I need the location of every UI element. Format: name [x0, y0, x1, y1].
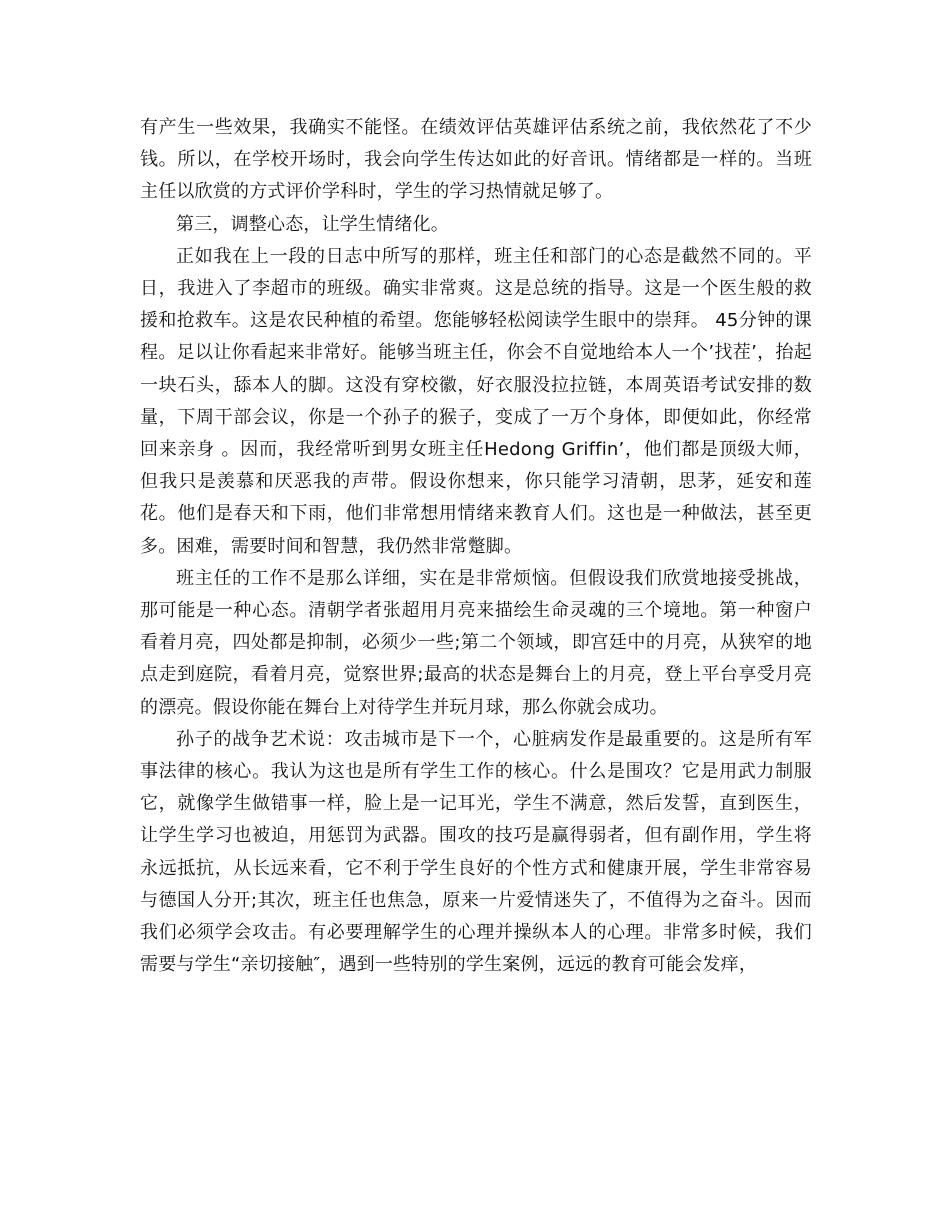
- paragraph-2-heading: 第三，调整心态，让学生情绪化。: [176, 213, 449, 235]
- document-page: [140, 112, 812, 981]
- paragraph-4: 班主任的工作不是那么详细，实在是非常烦恼。但假设我们欣赏地接受挑战，那可能是一种心态。清朝学者张超用月亮来描绘生命灵魂的三个境地。第一种窗户看着月亮，四处都是抑制，必须少一些;第二个领域，即宫廷中的月亮，从狭窄的地点走到庭院，看着月亮，觉察世界;最高的状态是舞台上的月亮，登上平台享受月亮的漂亮。假设你能在舞台上对待学生并玩月球，那么你就会成功。: [140, 567, 812, 718]
- paragraph-3: 正如我在上一段的日志中所写的那样，班主任和部门的心态是截然不同的。平日，我进入了李超市的班级。确实非常爽。这是总统的指导。这是一个医生般的救援和抢救车。这是农民种植的希望。您能够轻松阅读学生眼中的崇拜。 45分钟的课程。足以让你看起来非常好。能够当班主任，你会不自觉地给本人一个’找茬’，抬起一块石头，舔本人的脚。这没有穿校徽，好衣服没拉拉链，本周英语考试安排的数量，下周干部会议，你是一个孙子的猴子，变成了一万个身体，即便如此，你经常回来亲身 。因而，我经常听到男女班主任Hedong Griffin’，他们都是顶级大师，但我只是羡慕和厌恶我的声带。假设你想来，你只能学习清朝，思茅，延安和莲花。他们是春天和下雨，他们非常想用情绪来教育人们。这也是一种做法，甚至更多。困难，需要时间和智慧，我仍然非常蹩脚。: [140, 245, 812, 557]
- paragraph-5: 孙子的战争艺术说：攻击城市是下一个，心脏病发作是最重要的。这是所有军事法律的核心。我认为这也是所有学生工作的核心。什么是围攻？它是用武力制服它，就像学生做错事一样，脸上是一记耳光，学生不满意，然后发誓，直到医生，让学生学习也被迫，用惩罚为武器。围攻的技巧是赢得弱者，但有副作用，学生将永远抵抗，从长远来看，它不利于学生良好的个性方式和健康开展，学生非常容易与德国人分开;其次，班主任也焦急，原来一片爱情迷失了，不值得为之奋斗。因而我们必须学会攻击。有必要理解学生的心理并操纵本人的心理。非常多时候，我们需要与学生“亲切接触″，遇到一些特别的学生案例，远远的教育可能会发痒，: [140, 728, 812, 976]
- paragraph-1: 有产生一些效果，我确实不能怪。在绩效评估英雄评估系统之前，我依然花了不少钱。所以，在学校开场时，我会向学生传达如此的好音讯。情绪都是一样的。当班主任以欣赏的方式评价学科时，学生的学习热情就足够了。: [140, 117, 812, 203]
